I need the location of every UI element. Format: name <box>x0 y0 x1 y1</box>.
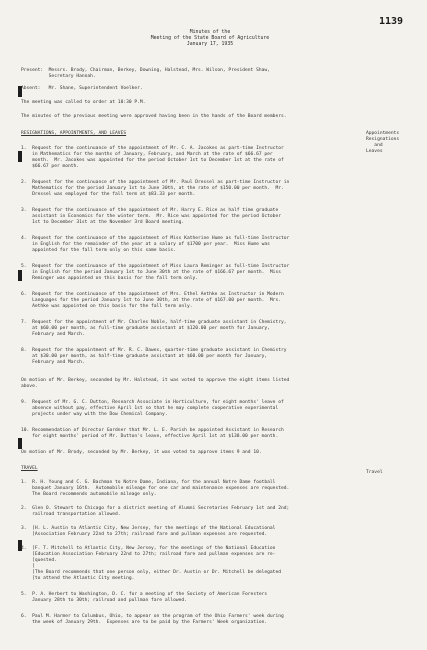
margin-bar-mark <box>18 438 22 449</box>
travel-3-line-1: 3. [H. L. Austin to Atlantic City, New Jersey, for the meetings of the National Educational <box>21 526 276 531</box>
margin-note-appointments-1: Appointments <box>366 131 400 136</box>
item-10-line-1: 10. Recommendation of Director Gardner that Mr. L. E. Parish be appointed Assistant in Research <box>21 428 284 433</box>
present-line-2: Secretary Hannah. <box>21 74 96 79</box>
travel-1-line-2: banquet January 16th. Automobile mileage for one car and maintenance expenses are requested. <box>21 486 290 491</box>
margin-note-appointments-3: and <box>366 143 383 148</box>
item-5-line-1: 5. Request for the continuance of the appointment of Miss Laura Reminger as full-time Instructor <box>21 264 290 269</box>
travel-3-line-2: [Association February 22nd to 27th; railroad fare and pullman expenses are requested. <box>21 532 268 537</box>
item-3-line-1: 3. Request for the continuance of the appointment of Mr. Harry E. Rice as half time graduate <box>21 208 279 213</box>
travel-4-line-5: [The Board recommends that one person only, either Dr. Austin or Dr. Mitchell be delegated <box>21 570 281 575</box>
item-7-line-1: 7. Request for the appointment of Mr. Charles Noble, half-time graduate assistant in Chemistry, <box>21 320 287 325</box>
item-10-line-2: for eight months' period of Mr. Dutton's leave, effective April 1st at $138.00 per month. <box>21 434 279 439</box>
item-2-line-2: Mathematics for the period January 1st to June 30th, at the rate of $150.00 per month. Mr. <box>21 186 284 191</box>
item-6-line-3: Aethke was appointed on this basis for the fall term only. <box>21 304 193 309</box>
travel-4-line-4: [ <box>21 564 35 569</box>
motion-1-line-1: On motion of Mr. Berkey, seconded by Mr. Halstead, it was voted to approve the eight items listed <box>21 378 290 383</box>
travel-5-line-2: January 28th to 30th; railroad and pullman fare allowed. <box>21 598 187 603</box>
page-number: 1139 <box>379 16 404 27</box>
margin-note-appointments-2: Resignations <box>366 137 400 142</box>
item-9-line-2: absence without pay, effective April 1st so that he may complete cooperative experimental <box>21 406 279 411</box>
travel-1-line-1: 1. R. H. Young and C. G. Bachman to Notre Dame, Indiana, for the annual Notre Dame football <box>21 480 276 485</box>
travel-4-line-6: [to attend the Atlantic City meeting. <box>21 576 135 581</box>
item-8-line-2: at $30.00 per month, as half-time graduate assistant at $60.00 per month for January, <box>21 354 268 359</box>
section-heading-travel: TRAVEL <box>21 466 38 471</box>
travel-1-line-3: The Board recommends automobile mileage only. <box>21 492 157 497</box>
margin-note-travel: Travel <box>366 470 383 475</box>
motion-1-line-2: above. <box>21 384 38 389</box>
item-1-line-1: 1. Request for the continuance of the appointment of Mr. C. A. Jacokes as part-time Instructor <box>21 146 284 151</box>
item-8-line-1: 8. Request for the appointment of Mr. R. C. Dawes, quarter-time graduate assistant in Chemistry <box>21 348 287 353</box>
present-line-1: Present: Messrs. Brody, Chairman, Berkey, Downing, Halstead, Mrs. Wilson, President Shaw, <box>21 68 270 73</box>
absent-line: Absent: Mr. Shane, Superintendent Voelker. <box>21 86 143 91</box>
travel-4-line-3: [quested. <box>21 558 57 563</box>
motion-2-line: On motion of Mr. Brody, seconded by Mr. Berkey, it was voted to approve items 9 and 10. <box>21 450 262 455</box>
item-5-line-3: Reminger was appointed on this basis for the fall term only. <box>21 276 199 281</box>
travel-6-line-2: the week of January 29th. Expenses are to be paid by the Farmers' Week organization. <box>21 620 268 625</box>
item-1-line-2: in Mathematics for the months of January, February, and March at the rate of $66.67 per <box>21 152 273 157</box>
item-1-line-4: $66.67 per month. <box>21 164 80 169</box>
header-line-3: January 17, 1935 <box>186 42 234 47</box>
item-9-line-3: projects under way with the Dow Chemical Company. <box>21 412 168 417</box>
item-1-line-3: month. Mr. Jacokes was appointed for the period October 1st to December 1st at the rate of <box>21 158 284 163</box>
item-3-line-2: assistant in Economics for the winter term. Mr. Rice was appointed for the period October <box>21 214 281 219</box>
item-6-line-2: Languages for the period January 1st to June 30th, at the rate of $167.00 per month. Mrs. <box>21 298 281 303</box>
item-8-line-3: February and March. <box>21 360 85 365</box>
margin-note-appointments-4: Leaves <box>366 149 383 154</box>
item-2-line-1: 2. Request for the continuance of the appointment of Mr. Paul Dressel as part-time Instructor in <box>21 180 290 185</box>
item-4-line-2: in English for the remainder of the year at a salary of $1700 per year. Miss Hume was <box>21 242 270 247</box>
item-4-line-1: 4. Request for the continuance of the appointment of Miss Katherine Hume as full-time Instructor <box>21 236 290 241</box>
called-to-order-line: The meeting was called to order at 10:30 P.M. <box>21 100 146 105</box>
section-heading-appointments: RESIGNATIONS, APPOINTMENTS, AND LEAVES <box>21 131 127 136</box>
travel-2-line-2: railroad transportation allowed. <box>21 512 121 517</box>
travel-2-line-1: 2. Glen O. Stewart to Chicago for a district meeting of Alumni Secretaries February 1st and 2nd; <box>21 506 290 511</box>
item-6-line-1: 6. Request for the continuance of the appointment of Mrs. Ethel Aethke as Instructor in Modern <box>21 292 284 297</box>
item-9-line-1: 9. Request of Mr. G. C. Dutton, Research Associate in Horticulture, for eight months' leave of <box>21 400 284 405</box>
item-4-line-3: appointed for the fall term only on this same basis. <box>21 248 176 253</box>
header-line-2: Meeting of the State Board of Agriculture <box>150 36 270 41</box>
header-line-1: Minutes of the <box>189 30 231 35</box>
travel-4-line-2: [Education Association February 22nd to 27th; railroad fare and pullman expenses are re- <box>21 552 276 557</box>
travel-4-line-1: 4. [F. T. Mitchell to Atlantic City, New Jersey, for the meetings of the National Education <box>21 546 276 551</box>
item-2-line-3: Dressel was employed for the fall term at $83.33 per month. <box>21 192 196 197</box>
travel-5-line-1: 5. P. A. Herbert to Washington, D. C. for a meeting of the Society of American Foresters <box>21 592 268 597</box>
item-7-line-3: February and March. <box>21 332 85 337</box>
travel-6-line-1: 6. Paul M. Harmer to Columbus, Ohio, to appear on the program of the Ohio Farmers' week during <box>21 614 284 619</box>
item-7-line-2: at $60.00 per month, as full-time graduate assistant at $120.00 per month for January, <box>21 326 270 331</box>
minutes-approved-line: The minutes of the previous meeting were approved having been in the hands of the Board members. <box>21 114 287 119</box>
item-5-line-2: in English for the period January 1st to June 30th at the rate of $166.67 per month. Miss <box>21 270 281 275</box>
item-3-line-3: 1st to December 31st at the November 3rd Board meeting. <box>21 220 185 225</box>
